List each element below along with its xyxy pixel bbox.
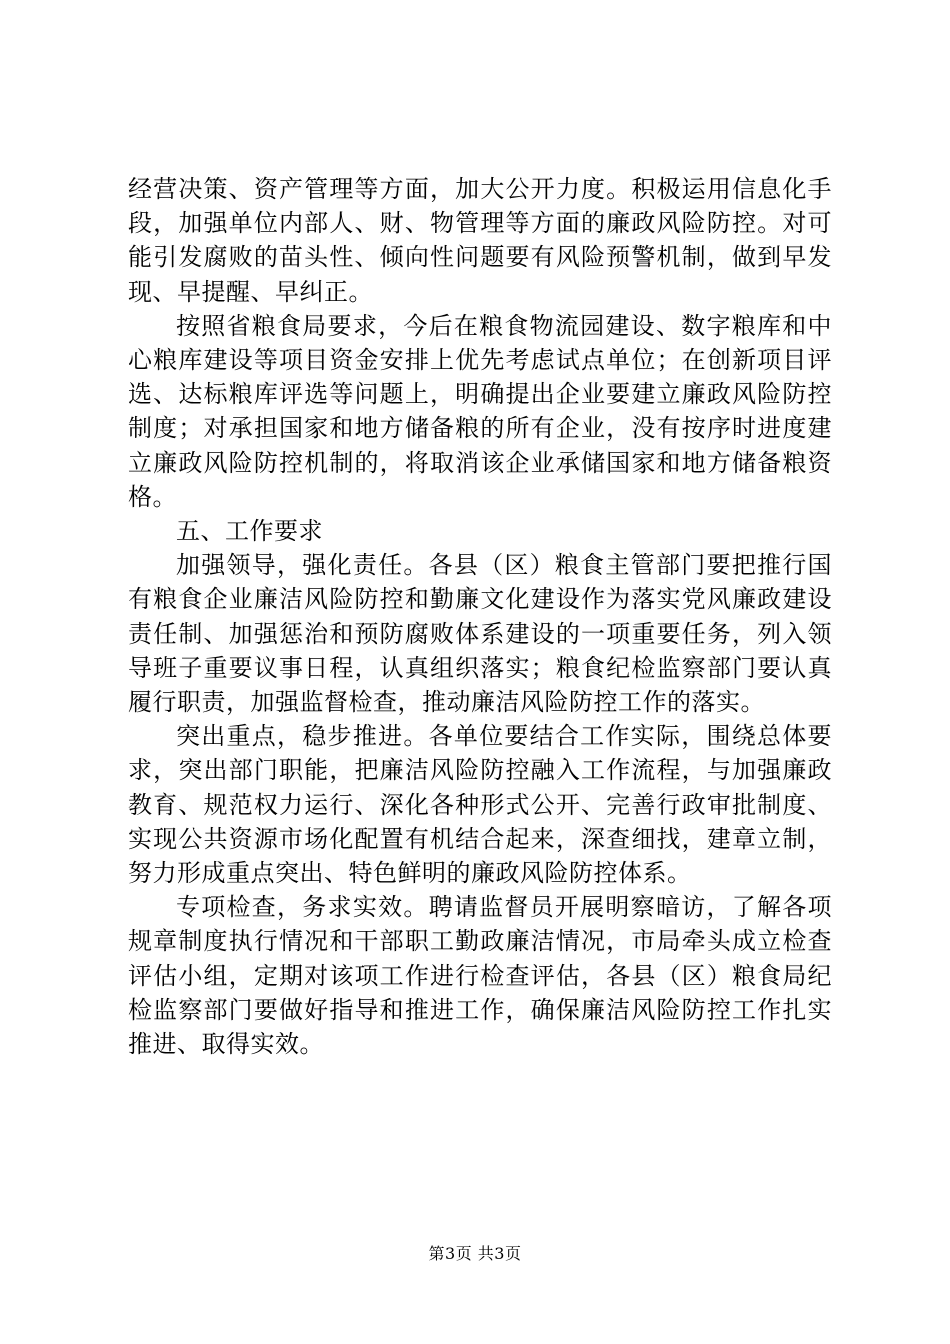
section-heading-work-requirements: 五、工作要求	[176, 517, 323, 546]
page-number-footer: 第3页 共3页	[428, 1244, 522, 1263]
document-body	[128, 172, 832, 1061]
paragraph-grain-bureau-requirements: 按照省粮食局要求，今后在粮食物流园建设、数字粮库和中心粮库建设等项目资金安排上优先考虑试点单位；在创新项目评选、达标粮库评选等问题上，明确提出企业要建立廉政风险防控制度；对承担国家和地方储备粮的所有企业，没有按序时进度建立廉政风险防控机制的，将取消该企业承储国家和地方储备粮资格。	[128, 311, 832, 511]
paragraph-continued: 经营决策、资产管理等方面，加大公开力度。积极运用信息化手段，加强单位内部人、财、物管理等方面的廉政风险防控。对可能引发腐败的苗头性、倾向性问题要有风险预警机制，做到早发现、早提醒、早纠正。	[128, 175, 832, 306]
paragraph-leadership-responsibility: 加强领导，强化责任。各县（区）粮食主管部门要把推行国有粮食企业廉洁风险防控和勤廉文化建设作为落实党风廉政建设责任制、加强惩治和预防腐败体系建设的一项重要任务，列入领导班子重要议事日程，认真组织落实；粮食纪检监察部门要认真履行职责，加强监督检查，推动廉洁风险防控工作的落实。	[128, 551, 832, 717]
paragraph-special-inspection: 专项检查，务求实效。聘请监督员开展明察暗访，了解各项规章制度执行情况和干部职工勤政廉洁情况，市局牵头成立检查评估小组，定期对该项工作进行检查评估，各县（区）粮食局纪检监察部门要做好指导和推进工作，确保廉洁风险防控工作扎实推进、取得实效。	[128, 893, 832, 1059]
paragraph-key-points: 突出重点，稳步推进。各单位要结合工作实际，围绕总体要求，突出部门职能，把廉洁风险防控融入工作流程，与加强廉政教育、规范权力运行、深化各种形式公开、完善行政审批制度、实现公共资源市场化配置有机结合起来，深查细找，建章立制，努力形成重点突出、特色鲜明的廉政风险防控体系。	[128, 722, 832, 888]
